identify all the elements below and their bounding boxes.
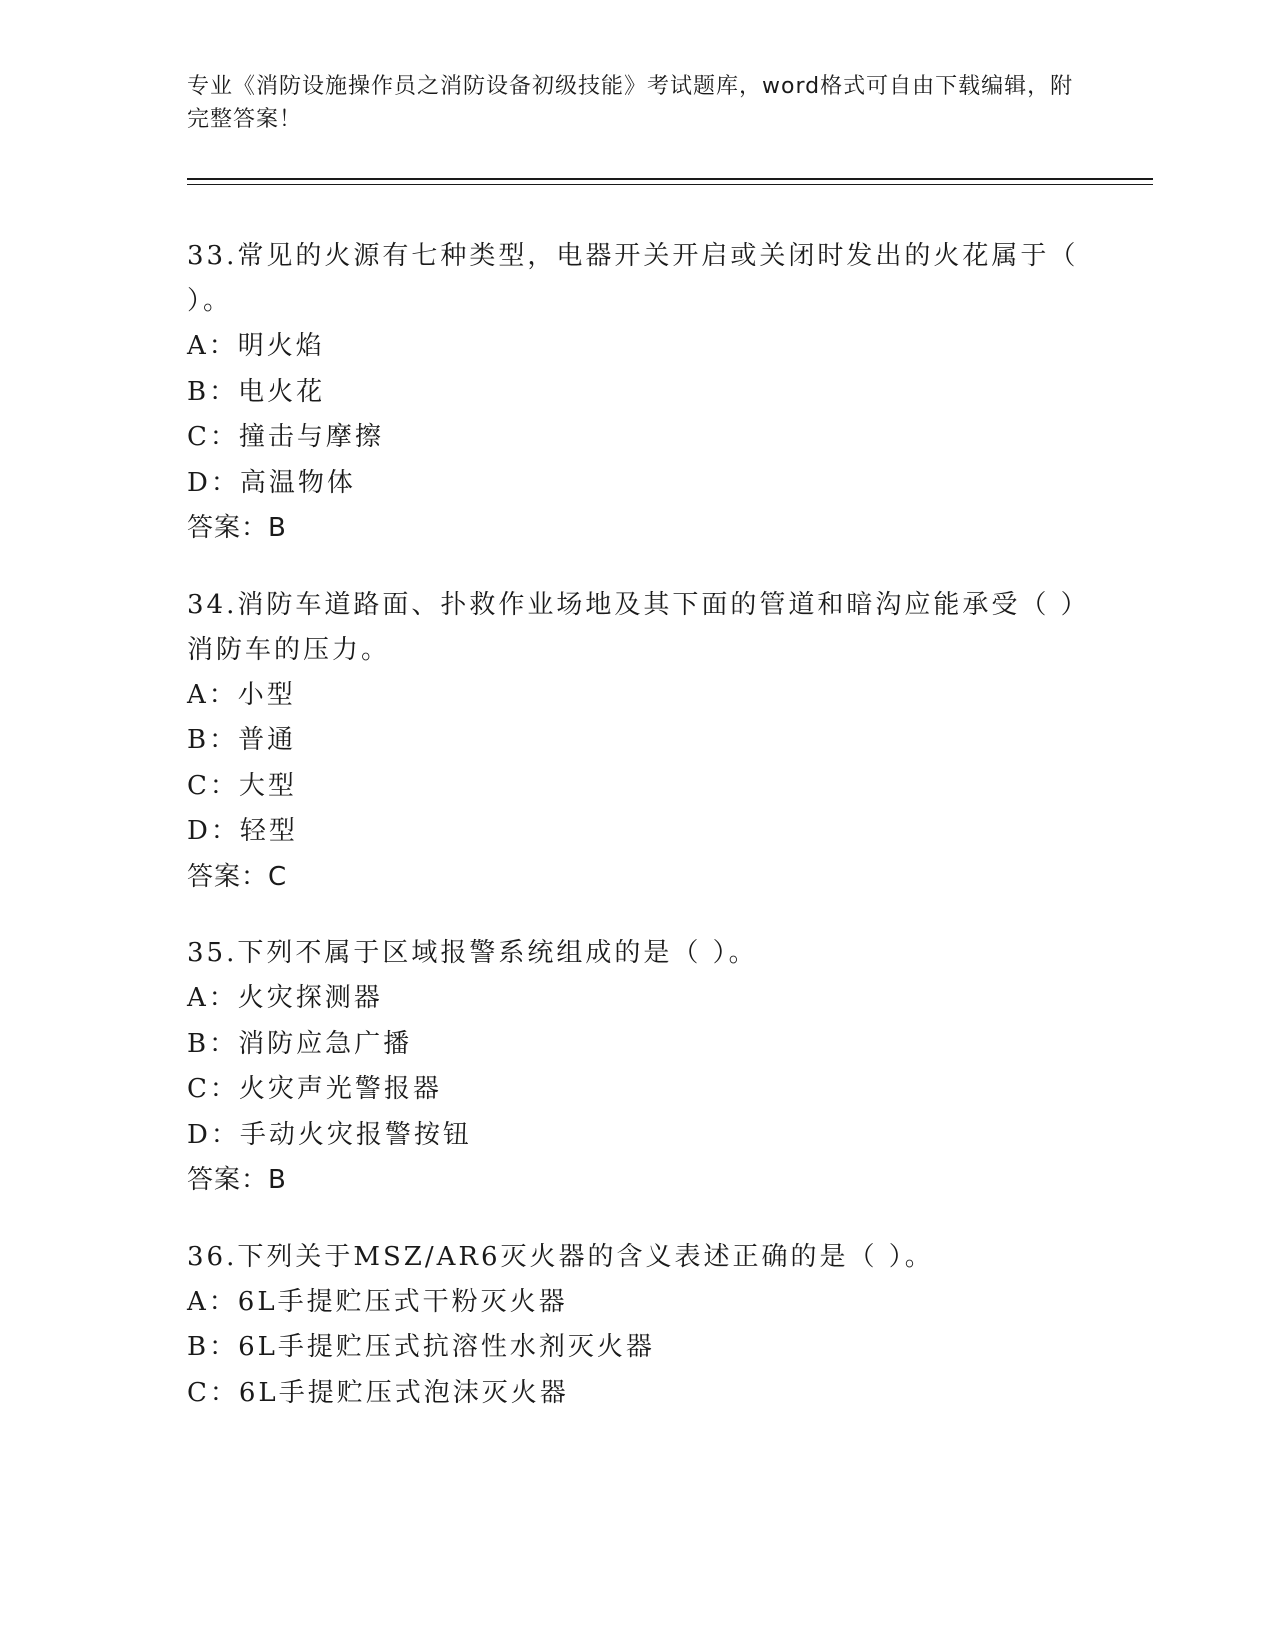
header-divider-thick <box>187 178 1153 180</box>
question-list <box>187 234 1087 1447</box>
question-34 <box>187 583 1087 901</box>
question-stem: 35.下列不属于区域报警系统组成的是（ ）。 <box>187 938 758 968</box>
document-header: 专业《消防设施操作员之消防设备初级技能》考试题库，word格式可自由下载编辑，附完整答案！ <box>187 74 1074 132</box>
option-d: D：高温物体 <box>187 467 356 498</box>
option-b: B：6L手提贮压式抗溶性水剂灭火器 <box>187 1332 655 1362</box>
question-36 <box>187 1235 1087 1417</box>
header-divider-thin <box>187 184 1153 185</box>
option-c: C：6L手提贮压式泡沫灭火器 <box>187 1377 569 1408</box>
option-a: A：6L手提贮压式干粉灭火器 <box>187 1286 568 1317</box>
question-35 <box>187 931 1087 1204</box>
option-c: C：撞击与摩擦 <box>187 422 384 452</box>
option-b: B：普通 <box>187 725 297 755</box>
option-d: D：轻型 <box>187 816 298 846</box>
question-stem: 36.下列关于MSZ/AR6灭火器的含义表述正确的是（ ）。 <box>187 1241 934 1272</box>
option-a: A：明火焰 <box>187 331 325 361</box>
question-stem: 34.消防车道路面、扑救作业场地及其下面的管道和暗沟应能承受（ ）消防车的压力。 <box>187 589 1077 665</box>
answer-line: 答案：B <box>187 513 287 543</box>
answer-line: 答案：B <box>187 1165 287 1195</box>
answer-line: 答案：C <box>187 861 288 892</box>
option-a: A：小型 <box>187 679 296 710</box>
option-c: C：大型 <box>187 770 297 801</box>
option-b: B：消防应急广播 <box>187 1028 413 1059</box>
option-c: C：火灾声光警报器 <box>187 1074 442 1104</box>
option-b: B：电火花 <box>187 376 326 407</box>
question-33 <box>187 234 1087 552</box>
option-a: A：火灾探测器 <box>187 983 383 1013</box>
option-d: D：手动火灾报警按钮 <box>187 1119 472 1150</box>
question-stem: 33.常见的火源有七种类型，电器开关开启或关闭时发出的火花属于（ ）。 <box>187 241 1079 316</box>
